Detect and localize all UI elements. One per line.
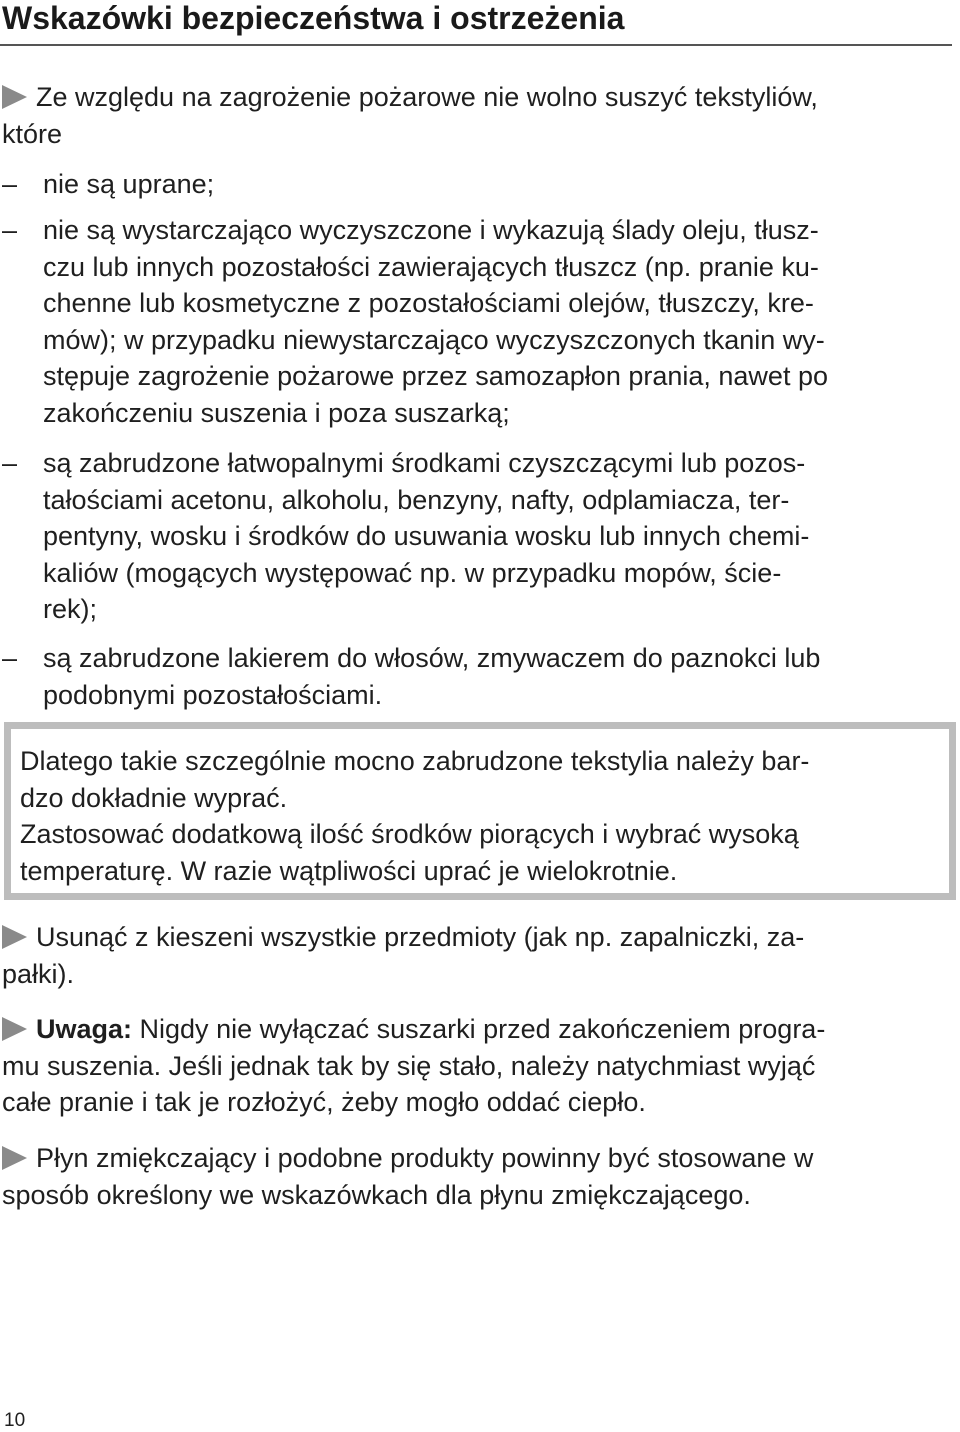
dash-item-line: rek);	[43, 594, 97, 624]
intro-line-2: które	[2, 118, 63, 149]
caution-line-2: mu suszenia. Jeśli jednak tak by się stało, należy natychmiast wyjąć	[2, 1050, 816, 1081]
softener-paragraph	[2, 1140, 813, 1213]
bullet-arrow-icon	[2, 1017, 27, 1041]
dash-item-line: czu lub innych pozostałości zawierających tłuszcz (np. pranie ku-	[43, 251, 819, 282]
dash-item-line: mów); w przypadku niewystarczająco wyczyszczonych tkanin wy-	[43, 324, 825, 355]
dash-item-line: są zabrudzone łatwopalnymi środkami czyszczącymi lub pozos-	[43, 448, 806, 478]
caution-line-1	[2, 1011, 825, 1048]
dash-item-line: zakończeniu suszenia i poza suszarką;	[43, 397, 510, 428]
page-number: 10	[4, 1410, 26, 1431]
dash-item-text	[43, 212, 828, 431]
dash-marker: –	[2, 643, 18, 673]
dash-item-text	[43, 166, 214, 203]
title-underline	[0, 44, 952, 46]
pockets-line-2: pałki).	[2, 958, 75, 989]
intro-paragraph	[2, 79, 818, 152]
pockets-paragraph	[2, 919, 804, 992]
dash-item-text	[43, 640, 820, 713]
caution-line-3: całe pranie i tak je rozłożyć, żeby mogło oddać ciepło.	[2, 1087, 646, 1117]
dash-item-line: są zabrudzone lakierem do włosów, zmywaczem do paznokci lub	[43, 643, 821, 673]
pockets-text-1: Usunąć z kieszeni wszystkie przedmioty (jak np. zapalniczki, za-	[36, 922, 805, 952]
warning-line: dzo dokładnie wyprać.	[20, 782, 288, 813]
warning-line: temperaturę. W razie wątpliwości uprać je wielokrotnie.	[20, 855, 678, 886]
dash-item-line: chenne lub kosmetyczne z pozostałościami olejów, tłuszczy, kre-	[43, 288, 814, 318]
dash-item-line: nie są uprane;	[43, 169, 215, 199]
dash-item-line: kaliów (mogących występować np. w przypadku mopów, ście-	[43, 557, 782, 588]
dash-item-line: stępuje zagrożenie pożarowe przez samozapłon prania, nawet po	[43, 361, 828, 391]
dash-marker: –	[2, 215, 18, 245]
caution-paragraph	[2, 1011, 825, 1121]
dash-marker: –	[2, 169, 18, 199]
dash-item-line: tałościami acetonu, alkoholu, benzyny, nafty, odplamiacza, ter-	[43, 484, 790, 515]
dash-item-line: nie są wystarczająco wyczyszczone i wykazują ślady oleju, tłusz-	[43, 215, 819, 245]
dash-item-line: pentyny, wosku i środków do usuwania wosku lub innych chemi-	[43, 521, 810, 551]
pockets-line-1	[2, 919, 804, 956]
dash-item-text	[43, 445, 809, 628]
dash-item-line: podobnymi pozostałościami.	[43, 679, 383, 710]
bullet-arrow-icon	[2, 85, 27, 109]
warning-box	[4, 722, 956, 900]
intro-text-1: Ze względu na zagrożenie pożarowe nie wolno suszyć tekstyliów,	[36, 82, 818, 112]
softener-line-2: sposób określony we wskazówkach dla płynu zmiękczającego.	[2, 1179, 751, 1210]
caution-text-1: Nigdy nie wyłączać suszarki przed zakończeniem progra-	[132, 1014, 826, 1044]
caution-label: Uwaga:	[36, 1014, 133, 1044]
warning-line: Zastosować dodatkową ilość środków piorących i wybrać wysoką	[20, 819, 799, 849]
page-title: Wskazówki bezpieczeństwa i ostrzeżenia	[2, 0, 625, 36]
intro-line-1	[2, 79, 818, 116]
warning-line: Dlatego takie szczególnie mocno zabrudzone tekstylia należy bar-	[20, 746, 810, 776]
dash-marker: –	[2, 448, 18, 478]
bullet-arrow-icon	[2, 925, 27, 949]
softener-line-1	[2, 1140, 813, 1177]
warning-box-text	[20, 743, 809, 889]
bullet-arrow-icon	[2, 1146, 27, 1170]
softener-text-1: Płyn zmiękczający i podobne produkty powinny być stosowane w	[36, 1143, 814, 1173]
